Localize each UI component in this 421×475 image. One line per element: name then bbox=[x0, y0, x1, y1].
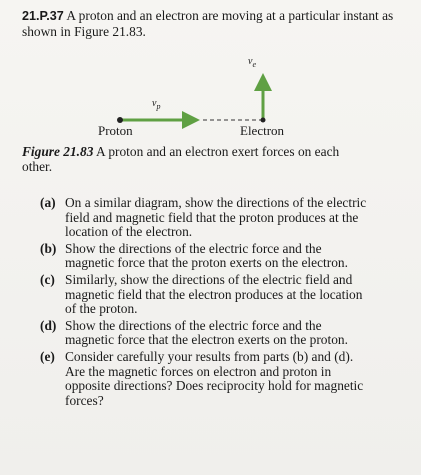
part-a bbox=[40, 196, 370, 240]
part-text: Consider carefully your results from parts (b) and (d). Are the magnetic forces on electron and proton in opposite directions? Does reciprocity hold for magnetic forces? bbox=[65, 348, 364, 408]
problem-parts bbox=[40, 196, 370, 410]
figure-21-83 bbox=[0, 50, 421, 146]
part-letter: (c) bbox=[40, 271, 55, 287]
caption-text: A proton and an electron exert forces on each other. bbox=[22, 144, 340, 174]
part-c bbox=[40, 273, 370, 317]
part-text: On a similar diagram, show the directions of the electric field and magnetic field that the proton produces at the location of the electron. bbox=[65, 195, 367, 240]
proton-label: Proton bbox=[98, 123, 133, 138]
part-letter: (a) bbox=[40, 195, 56, 210]
figure-caption bbox=[22, 144, 352, 174]
part-text: Show the directions of the electric force and the magnetic force that the proton exerts on the electron. bbox=[65, 240, 348, 271]
part-text: Show the directions of the electric force and the magnetic force that the electron exerts on the proton. bbox=[65, 317, 348, 348]
part-letter: (e) bbox=[40, 348, 55, 364]
vp-label: $v_p$ bbox=[152, 98, 161, 111]
problem-statement bbox=[22, 8, 407, 39]
electron-dot bbox=[261, 118, 266, 123]
problem-text: A proton and an electron are moving at a particular instant as shown in Figure 21.83. bbox=[22, 8, 394, 39]
part-b bbox=[40, 242, 370, 271]
part-letter: (d) bbox=[40, 317, 57, 333]
part-e bbox=[40, 350, 370, 408]
part-text: Similarly, show the directions of the electric field and magnetic field that the electron produces at the location of the proton. bbox=[65, 271, 363, 317]
part-d bbox=[40, 319, 370, 348]
ve-label: $v_e$ bbox=[248, 56, 257, 69]
problem-number: 21.P.37 bbox=[22, 9, 64, 23]
caption-label: Figure 21.83 bbox=[22, 144, 94, 159]
part-letter: (b) bbox=[40, 240, 57, 256]
figure-diagram bbox=[0, 50, 421, 146]
electron-label: Electron bbox=[240, 123, 285, 138]
